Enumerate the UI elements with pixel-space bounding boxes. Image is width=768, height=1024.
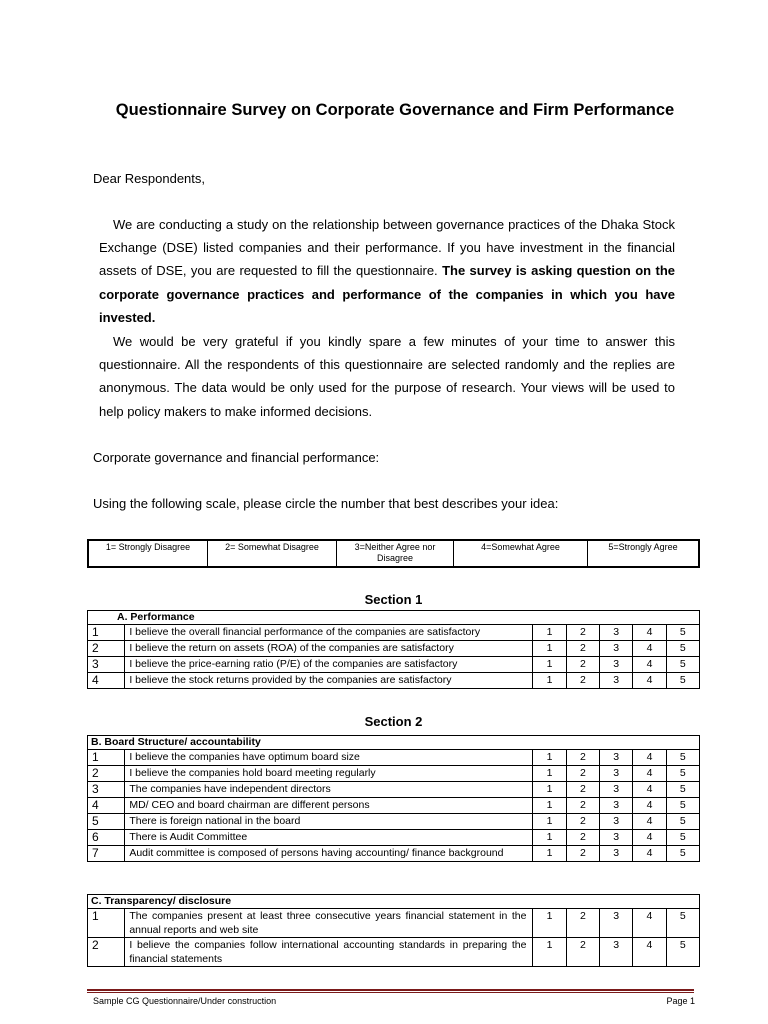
rating-option-2[interactable]: 2 <box>566 657 599 673</box>
rating-option-3[interactable]: 3 <box>600 782 633 798</box>
rating-option-3[interactable]: 3 <box>600 798 633 814</box>
section-1-heading: Section 1 <box>364 592 423 607</box>
rating-option-1[interactable]: 1 <box>533 846 566 862</box>
intro-paragraph-1-text: We are conducting a study on the relationship between governance practices of the Dhaka Stock Exchange (DSE) listed companies and their performance. If you have investment in the financial assets of DSE, you are requested to fill the questionnaire. <box>99 217 675 279</box>
rating-option-4[interactable]: 4 <box>633 846 666 862</box>
document-title: Questionnaire Survey on Corporate Governance and Firm Performance <box>115 101 675 119</box>
rating-option-3[interactable]: 3 <box>600 750 633 766</box>
rating-option-3[interactable]: 3 <box>600 909 633 938</box>
rating-option-1[interactable]: 1 <box>533 798 566 814</box>
rating-option-5[interactable]: 5 <box>666 782 699 798</box>
rating-option-4[interactable]: 4 <box>633 657 666 673</box>
rating-option-4[interactable]: 4 <box>633 766 666 782</box>
question-row <box>88 766 700 782</box>
board-structure-table <box>87 735 700 862</box>
question-text: I believe the stock returns provided by the companies are satisfactory <box>125 673 533 689</box>
rating-option-4[interactable]: 4 <box>633 938 666 967</box>
rating-option-5[interactable]: 5 <box>666 798 699 814</box>
intro-paragraph-1 <box>99 213 675 329</box>
rating-option-3[interactable]: 3 <box>600 657 633 673</box>
section-2-heading: Section 2 <box>364 714 423 729</box>
group-heading-board: B. Board Structure/ accountability <box>88 736 700 750</box>
question-row <box>88 750 700 766</box>
footer-rule <box>87 989 694 991</box>
rating-option-4[interactable]: 4 <box>633 673 666 689</box>
question-row <box>88 814 700 830</box>
rating-option-3[interactable]: 3 <box>600 625 633 641</box>
question-number: 3 <box>88 782 125 798</box>
rating-option-5[interactable]: 5 <box>666 814 699 830</box>
rating-option-5[interactable]: 5 <box>666 625 699 641</box>
rating-option-1[interactable]: 1 <box>533 657 566 673</box>
greeting: Dear Respondents, <box>93 171 206 186</box>
question-text: I believe the companies follow international accounting standards in preparing the financial statements <box>125 938 533 967</box>
rating-option-2[interactable]: 2 <box>566 938 599 967</box>
question-row <box>88 657 700 673</box>
rating-option-3[interactable]: 3 <box>600 766 633 782</box>
question-text: I believe the companies hold board meeting regularly <box>125 766 533 782</box>
rating-option-2[interactable]: 2 <box>566 625 599 641</box>
rating-option-2[interactable]: 2 <box>566 814 599 830</box>
rating-option-1[interactable]: 1 <box>533 641 566 657</box>
rating-option-1[interactable]: 1 <box>533 625 566 641</box>
rating-option-4[interactable]: 4 <box>633 798 666 814</box>
question-row <box>88 673 700 689</box>
question-number: 2 <box>88 766 125 782</box>
rating-option-5[interactable]: 5 <box>666 938 699 967</box>
rating-option-3[interactable]: 3 <box>600 938 633 967</box>
intro-paragraph-2 <box>99 330 675 423</box>
question-text: The companies have independent directors <box>125 782 533 798</box>
question-number: 2 <box>88 641 125 657</box>
footer-label: Sample CG Questionnaire/Under construction <box>93 996 277 1006</box>
question-row <box>88 846 700 862</box>
rating-option-1[interactable]: 1 <box>533 909 566 938</box>
rating-option-1[interactable]: 1 <box>533 938 566 967</box>
rating-option-3[interactable]: 3 <box>600 846 633 862</box>
section-intro: Corporate governance and financial performance: <box>93 450 380 465</box>
question-text: MD/ CEO and board chairman are different persons <box>125 798 533 814</box>
question-row <box>88 641 700 657</box>
rating-option-3[interactable]: 3 <box>600 673 633 689</box>
rating-option-2[interactable]: 2 <box>566 750 599 766</box>
rating-option-4[interactable]: 4 <box>633 909 666 938</box>
rating-option-2[interactable]: 2 <box>566 846 599 862</box>
question-number: 4 <box>88 673 125 689</box>
scale-1: 1= Strongly Disagree <box>88 540 208 567</box>
rating-option-2[interactable]: 2 <box>566 798 599 814</box>
page-number: Page 1 <box>666 996 695 1006</box>
rating-scale-table <box>87 539 700 568</box>
rating-option-4[interactable]: 4 <box>633 782 666 798</box>
rating-option-4[interactable]: 4 <box>633 641 666 657</box>
rating-option-5[interactable]: 5 <box>666 657 699 673</box>
rating-option-2[interactable]: 2 <box>566 830 599 846</box>
group-heading-performance: A. Performance <box>88 611 700 625</box>
question-number: 5 <box>88 814 125 830</box>
rating-option-5[interactable]: 5 <box>666 673 699 689</box>
scale-4: 4=Somewhat Agree <box>454 540 588 567</box>
transparency-table <box>87 894 700 967</box>
question-text: Audit committee is composed of persons having accounting/ finance background <box>125 846 533 862</box>
scale-3: 3=Neither Agree nor Disagree <box>337 540 454 567</box>
question-text: I believe the return on assets (ROA) of the companies are satisfactory <box>125 641 533 657</box>
question-number: 3 <box>88 657 125 673</box>
rating-option-2[interactable]: 2 <box>566 766 599 782</box>
question-number: 7 <box>88 846 125 862</box>
rating-option-5[interactable]: 5 <box>666 909 699 938</box>
question-number: 1 <box>88 750 125 766</box>
question-row <box>88 938 700 967</box>
question-text: I believe the overall financial performance of the companies are satisfactory <box>125 625 533 641</box>
rating-option-2[interactable]: 2 <box>566 909 599 938</box>
question-number: 6 <box>88 830 125 846</box>
question-row <box>88 625 700 641</box>
question-number: 1 <box>88 625 125 641</box>
group-heading-transparency: C. Transparency/ disclosure <box>88 895 700 909</box>
question-number: 4 <box>88 798 125 814</box>
question-text: There is Audit Committee <box>125 830 533 846</box>
performance-table <box>87 610 700 689</box>
rating-option-2[interactable]: 2 <box>566 673 599 689</box>
rating-option-4[interactable]: 4 <box>633 814 666 830</box>
question-row <box>88 798 700 814</box>
scale-instruction: Using the following scale, please circle the number that best describes your idea: <box>93 496 559 511</box>
rating-option-3[interactable]: 3 <box>600 641 633 657</box>
rating-option-5[interactable]: 5 <box>666 846 699 862</box>
question-text: I believe the companies have optimum board size <box>125 750 533 766</box>
scale-2: 2= Somewhat Disagree <box>208 540 337 567</box>
rating-option-1[interactable]: 1 <box>533 814 566 830</box>
question-text: The companies present at least three consecutive years financial statement in the annual reports and web site <box>125 909 533 938</box>
rating-option-1[interactable]: 1 <box>533 830 566 846</box>
question-row <box>88 830 700 846</box>
rating-option-4[interactable]: 4 <box>633 830 666 846</box>
intro-paragraph-2-text: We would be very grateful if you kindly spare a few minutes of your time to answer this questionnaire. All the respondents of this questionnaire are selected randomly and the replies are anonymous. The data would be only used for the purpose of research. Your views will be used to help policy makers to make informed decisions. <box>99 334 675 419</box>
rating-option-4[interactable]: 4 <box>633 750 666 766</box>
rating-option-3[interactable]: 3 <box>600 830 633 846</box>
question-row <box>88 782 700 798</box>
scale-5: 5=Strongly Agree <box>588 540 700 567</box>
rating-option-3[interactable]: 3 <box>600 814 633 830</box>
rating-option-4[interactable]: 4 <box>633 625 666 641</box>
rating-option-5[interactable]: 5 <box>666 830 699 846</box>
rating-option-2[interactable]: 2 <box>566 782 599 798</box>
rating-option-2[interactable]: 2 <box>566 641 599 657</box>
footer-rule-thin <box>87 992 694 993</box>
intro-paragraph-1-bold: The survey is asking question on the corporate governance practices and performance of the companies in which you have invested. <box>99 263 675 325</box>
rating-option-5[interactable]: 5 <box>666 766 699 782</box>
question-number: 2 <box>88 938 125 967</box>
rating-option-5[interactable]: 5 <box>666 750 699 766</box>
question-text: I believe the price-earning ratio (P/E) of the companies are satisfactory <box>125 657 533 673</box>
rating-option-1[interactable]: 1 <box>533 673 566 689</box>
question-text: There is foreign national in the board <box>125 814 533 830</box>
question-row <box>88 909 700 938</box>
rating-option-1[interactable]: 1 <box>533 750 566 766</box>
question-number: 1 <box>88 909 125 938</box>
rating-option-5[interactable]: 5 <box>666 641 699 657</box>
rating-option-1[interactable]: 1 <box>533 766 566 782</box>
rating-option-1[interactable]: 1 <box>533 782 566 798</box>
